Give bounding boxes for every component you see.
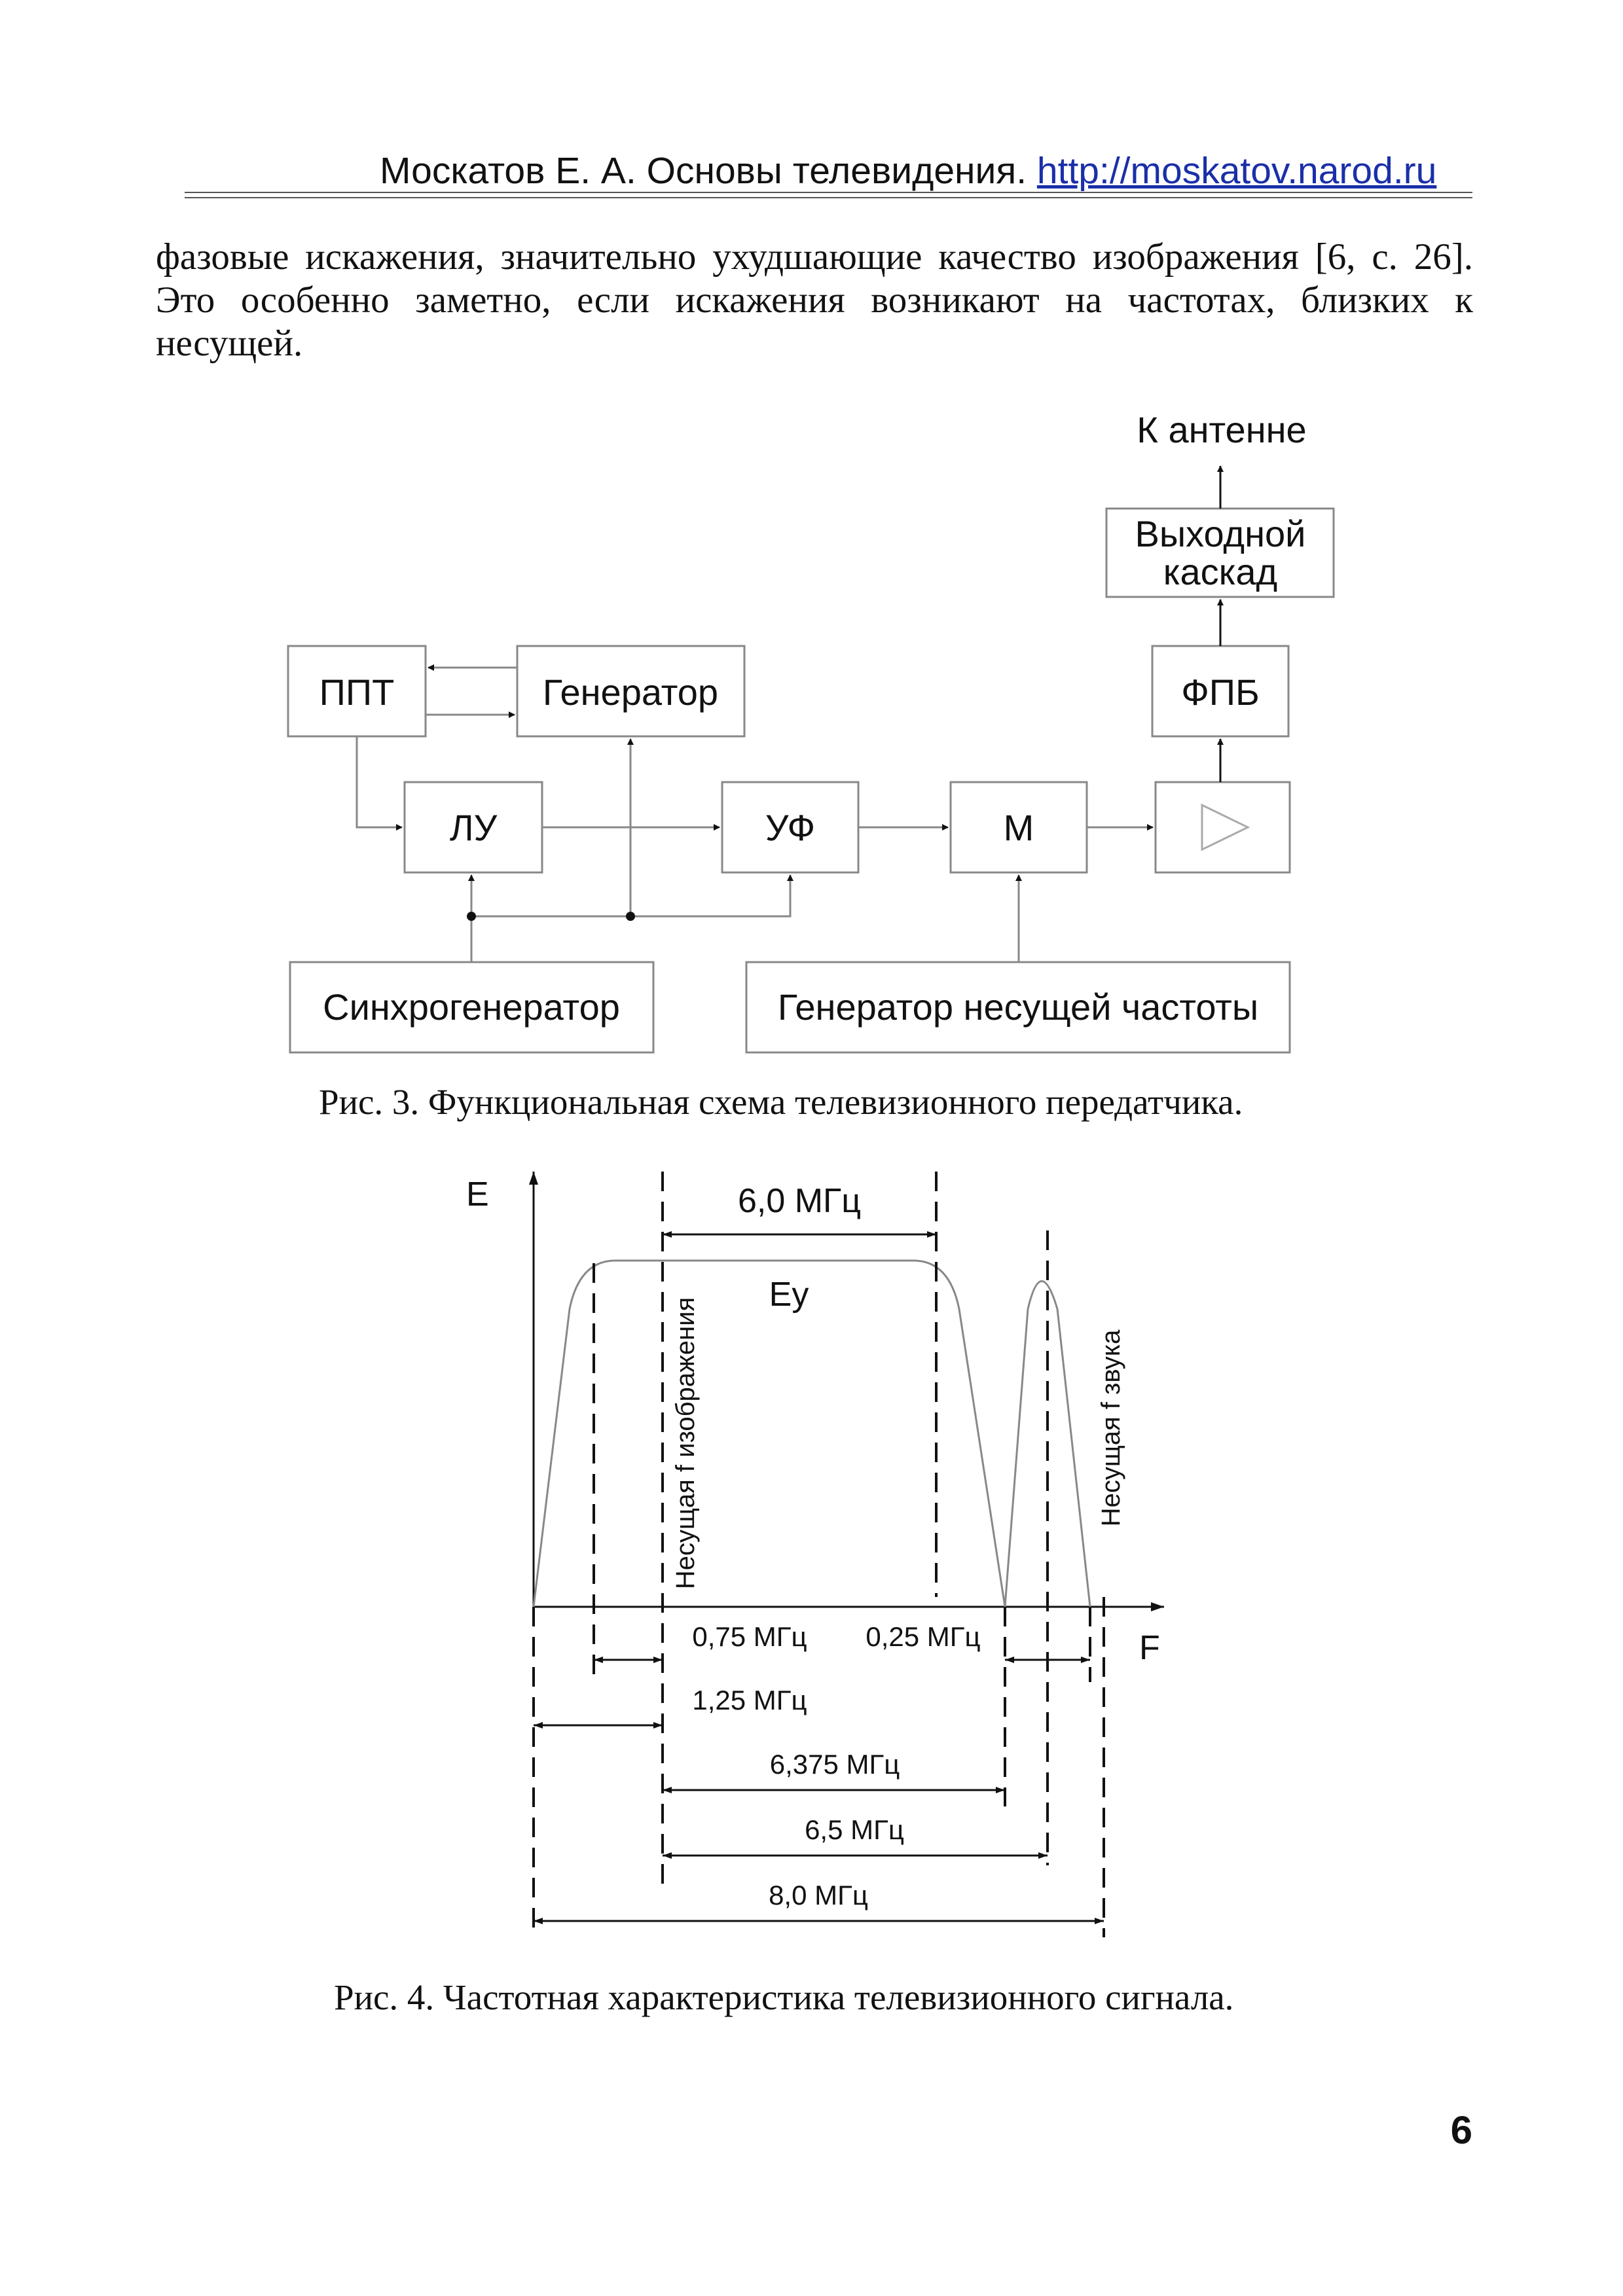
axis-e-label: E [466, 1175, 489, 1213]
picture-spectrum-curve [534, 1261, 1005, 1607]
m-label: М [1003, 807, 1034, 848]
body-paragraph: фазовые искажения, значительно ухудшающие качество изображения [6, с. 26]. Это особенно заметно, если искажения возникают на частотах, близких к несущей. [156, 236, 1473, 364]
figure3-caption: Рис. 3. Функциональная схема телевизионного передатчика. [319, 1082, 1243, 1122]
label-0-25: 0,25 МГц [866, 1621, 981, 1652]
label-6-375: 6,375 МГц [769, 1749, 900, 1780]
picture-carrier-label: Несущая f изображения [671, 1297, 700, 1590]
label-8-0: 8,0 МГц [769, 1880, 868, 1910]
label-6-5: 6,5 МГц [805, 1814, 904, 1845]
label-0-75: 0,75 МГц [692, 1621, 807, 1652]
output-stage-label-1: Выходной [1135, 513, 1306, 554]
transmitter-block-diagram [0, 0, 1623, 1145]
junction-dot [626, 912, 635, 921]
label-1-25: 1,25 МГц [692, 1685, 807, 1715]
sound-carrier-label: Несущая f звука [1097, 1329, 1125, 1527]
generator-label: Генератор [542, 672, 719, 713]
label-ey: Eу [769, 1276, 809, 1314]
page-number: 6 [1450, 2108, 1472, 2152]
header-title: Москатов Е. А. Основы телевидения. [380, 150, 1027, 192]
amplifier-block [1156, 782, 1290, 872]
figure4-caption: Рис. 4. Частотная характеристика телевизионного сигнала. [334, 1977, 1234, 2017]
output-stage-label-2: каскад [1163, 551, 1278, 592]
sync-generator-label: Синхрогенератор [323, 986, 620, 1028]
sound-spectrum-curve [1005, 1282, 1090, 1607]
lu-label: ЛУ [449, 807, 498, 848]
header-link[interactable]: http://moskatov.narod.ru [1036, 150, 1437, 192]
antenna-label: К антенне [1137, 409, 1307, 450]
fpb-label: ФПБ [1181, 672, 1260, 713]
amplifier-icon [1202, 805, 1248, 850]
label-6-0: 6,0 МГц [738, 1182, 861, 1220]
ppt-label: ППТ [319, 672, 395, 713]
axis-f-label: F [1139, 1629, 1160, 1667]
uf-label: УФ [765, 807, 816, 848]
junction-dot [467, 912, 476, 921]
carrier-generator-label: Генератор несущей частоты [777, 986, 1259, 1028]
